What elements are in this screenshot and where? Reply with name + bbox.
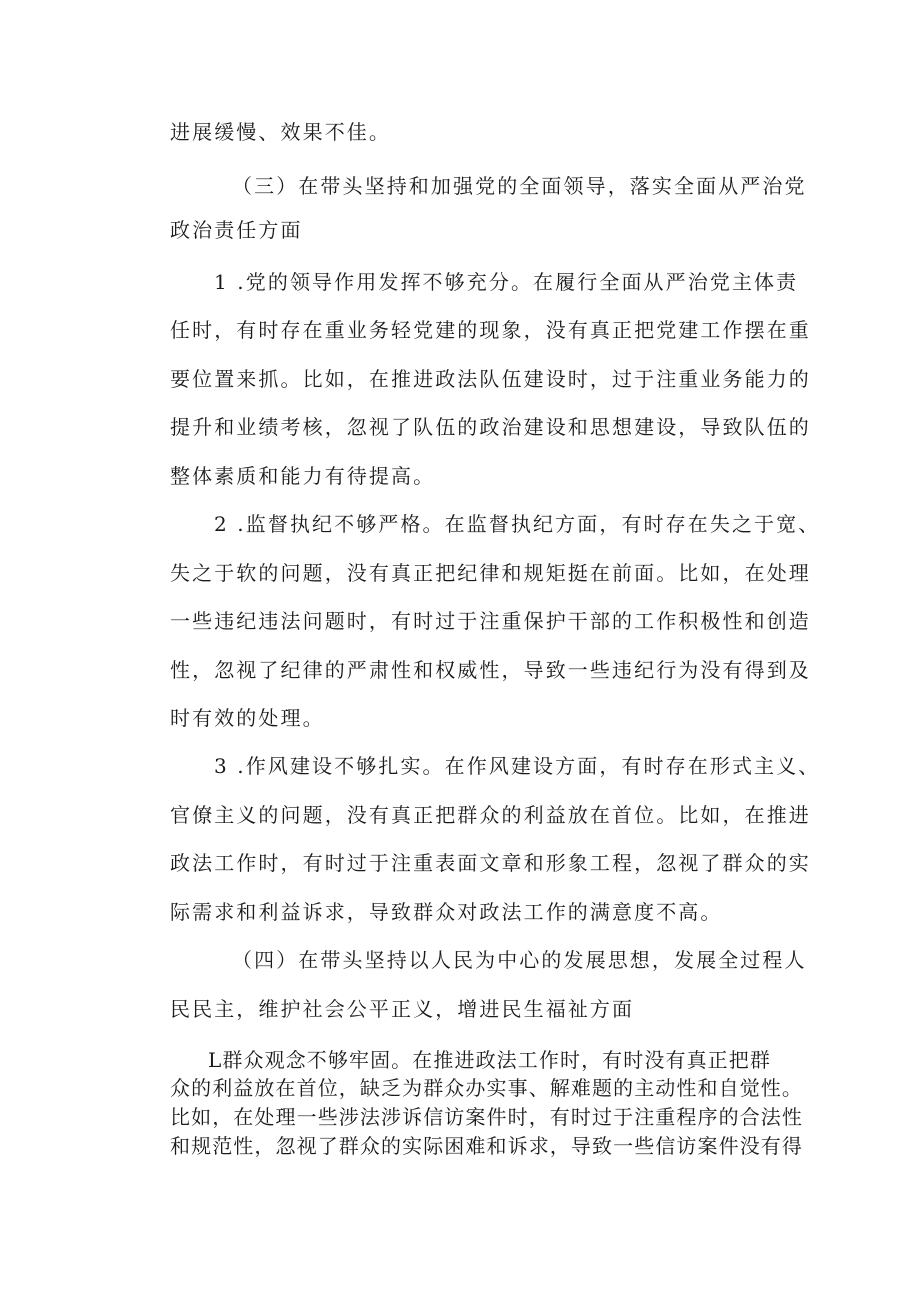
item-1-heading: 1 .党的领导作用发挥不够充分。在履行全面从严治党主体责 bbox=[214, 270, 799, 294]
text-line: 际需求和利益诉求，导致群众对政法工作的满意度不高。 bbox=[170, 900, 723, 924]
text-line: 整体素质和能力有待提高。 bbox=[170, 464, 436, 488]
section-heading-4-cont: 民民主，维护社会公平正义，增进民生福祉方面 bbox=[170, 997, 635, 1021]
text-line: 时有效的处理。 bbox=[170, 706, 325, 730]
text-line: 任时，有时存在重业务轻党建的现象，没有真正把党建工作摆在重 bbox=[170, 318, 811, 342]
item-l-heading: L群众观念不够牢固。在推进政法工作时，有时没有真正把群 bbox=[208, 1048, 771, 1072]
text-line: 比如，在处理一些涉法涉诉信访案件时，有时过于注重程序的合法性 bbox=[170, 1105, 803, 1129]
text-line: 进展缓慢、效果不佳。 bbox=[170, 120, 391, 144]
text-line: 和规范性，忽视了群众的实际困难和诉求，导致一些信访案件没有得 bbox=[170, 1134, 803, 1158]
text-line: 要位置来抓。比如，在推进政法队伍建设时，过于注重业务能力的 bbox=[170, 367, 811, 391]
section-heading-3-cont: 政治责任方面 bbox=[170, 218, 303, 242]
item-2-heading: 2 .监督执纪不够严格。在监督执纪方面，有时存在失之于宽、 bbox=[214, 512, 821, 536]
text-line: 众的利益放在首位，缺乏为群众办实事、解难题的主动性和自觉性。 bbox=[170, 1076, 803, 1100]
section-heading-4: （四）在带头坚持以人民为中心的发展思想，发展全过程人 bbox=[232, 948, 807, 972]
text-line: 性，忽视了纪律的严肃性和权威性，导致一些违纪行为没有得到及 bbox=[170, 658, 811, 682]
section-heading-3: （三）在带头坚持和加强党的全面领导，落实全面从严治党 bbox=[232, 174, 807, 198]
text-line: 一些违纪违法问题时，有时过于注重保护干部的工作积极性和创造 bbox=[170, 609, 811, 633]
item-3-heading: 3 .作风建设不够扎实。在作风建设方面，有时存在形式主义、 bbox=[214, 754, 821, 778]
text-line: 官僚主义的问题，没有真正把群众的利益放在首位。比如，在推进 bbox=[170, 803, 811, 827]
text-line: 失之于软的问题，没有真正把纪律和规矩挺在前面。比如，在处理 bbox=[170, 561, 811, 585]
text-line: 提升和业绩考核，忽视了队伍的政治建设和思想建设，导致队伍的 bbox=[170, 415, 811, 439]
text-line: 政法工作时，有时过于注重表面文章和形象工程，忽视了群众的实 bbox=[170, 851, 811, 875]
